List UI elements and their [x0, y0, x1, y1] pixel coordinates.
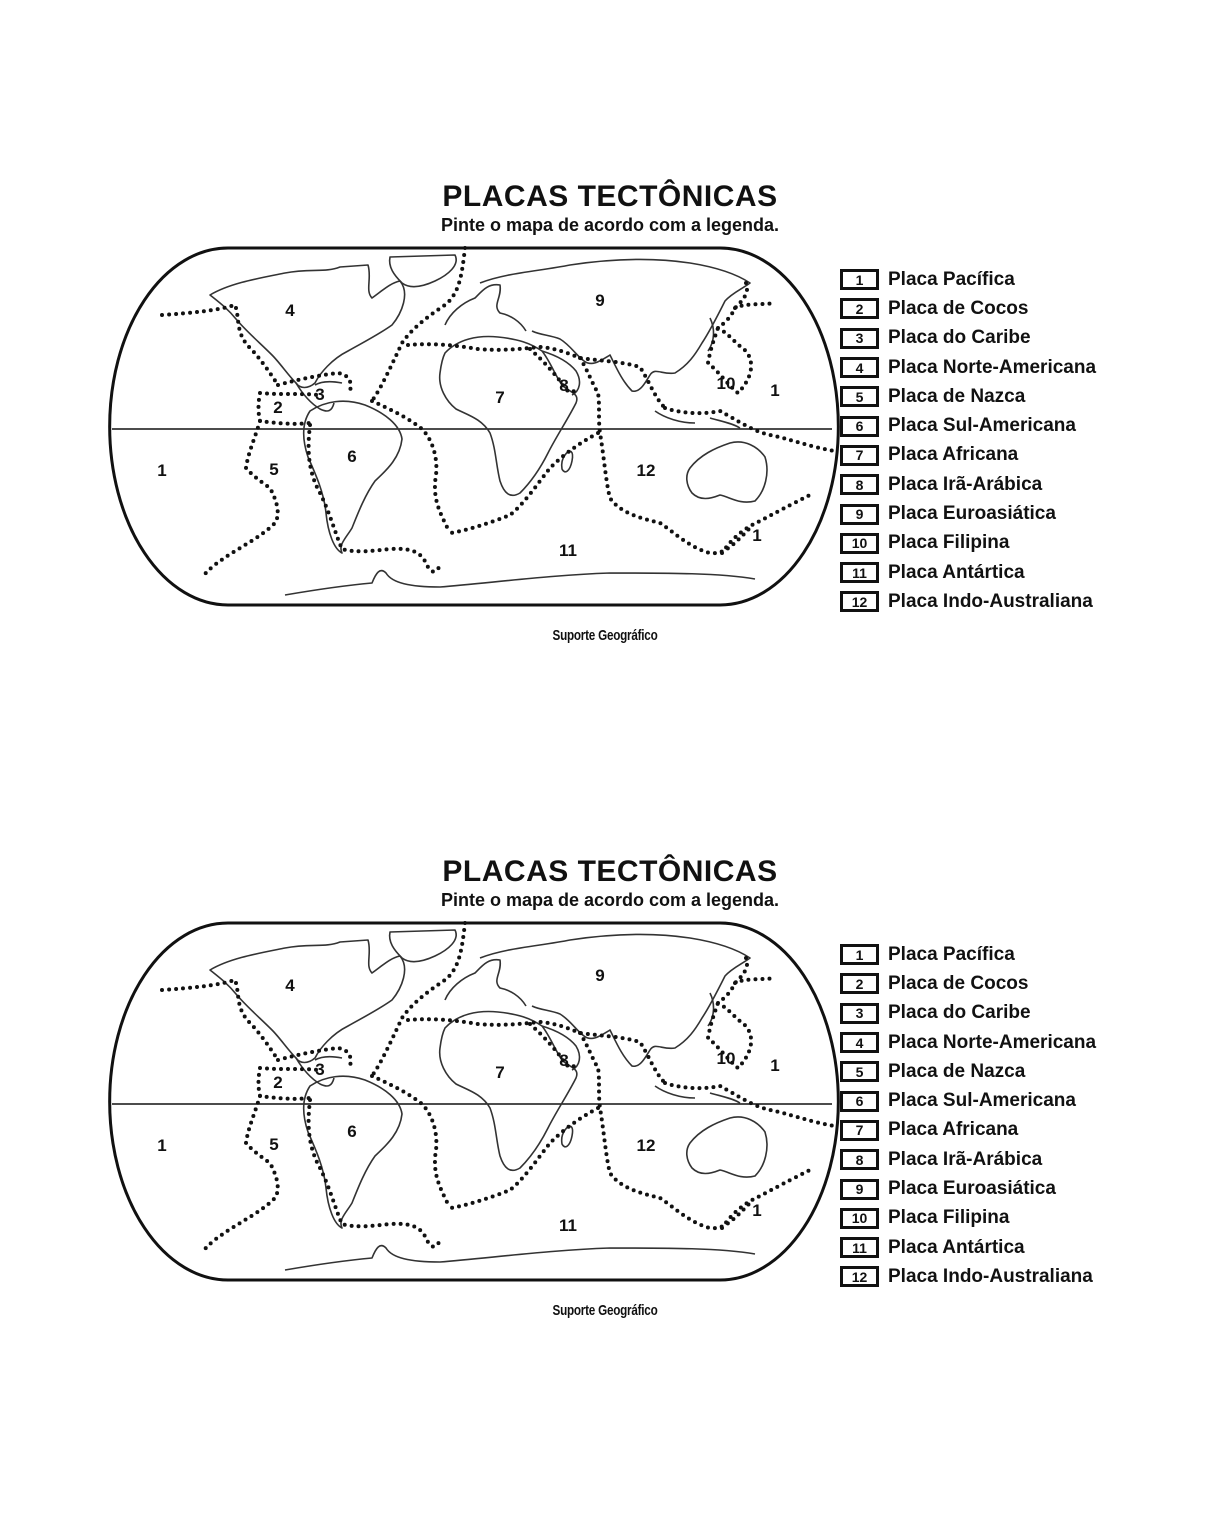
legend-label: Placa Irã-Arábica [888, 1148, 1043, 1170]
japan-outline [708, 993, 714, 1026]
legend-number-box: 3 [840, 1003, 879, 1024]
asia-outline [480, 259, 750, 391]
plate-number-label: 1 [752, 1201, 762, 1220]
legend-label: Placa de Cocos [888, 297, 1029, 319]
plate-number-label: 11 [559, 541, 577, 560]
legend-number-box: 8 [840, 1149, 879, 1170]
legend-label: Placa de Cocos [888, 972, 1029, 994]
legend-label: Placa Pacífica [888, 268, 1015, 290]
legend-number-box: 11 [840, 1237, 879, 1258]
legend-label: Placa do Caribe [888, 1002, 1031, 1024]
plate-number-label: 6 [347, 447, 357, 466]
plate-number-labels [157, 291, 779, 560]
legend-number-box: 2 [840, 973, 879, 994]
legend-label: Placa Antártica [888, 561, 1025, 583]
legend-label: Placa Pacífica [888, 943, 1015, 965]
plate-number-label: 6 [347, 1122, 357, 1141]
plate-number-label: 1 [752, 526, 762, 545]
plate-number-label: 12 [636, 461, 656, 480]
legend-item [840, 999, 1096, 1028]
africa-outline [440, 1012, 577, 1171]
legend-number-box: 1 [840, 944, 879, 965]
legend-number-box: 9 [840, 1179, 879, 1200]
asia-outline [480, 934, 750, 1066]
legend [840, 940, 1096, 1292]
legend-number-box: 5 [840, 386, 879, 407]
plate-boundary [450, 433, 598, 533]
legend-number-box: 10 [840, 533, 879, 554]
legend-item [840, 470, 1096, 499]
legend-item [840, 1116, 1096, 1145]
plate-number-label: 9 [595, 966, 605, 985]
legend-label: Placa de Nazca [888, 385, 1026, 407]
legend-item [840, 1145, 1096, 1174]
plate-boundary [309, 425, 440, 572]
legend-item [840, 940, 1096, 969]
legend-number-box: 5 [840, 1061, 879, 1082]
page-subtitle: Pinte o mapa de acordo com a legenda. [440, 215, 780, 235]
legend-item [840, 499, 1096, 528]
legend-label: Placa Indo-Australiana [888, 590, 1093, 612]
plate-number-label: 11 [559, 1216, 577, 1235]
legend-item [840, 1174, 1096, 1203]
plate-boundary [372, 1076, 450, 1208]
plate-boundary [450, 1108, 598, 1208]
plate-number-label: 4 [285, 301, 295, 320]
plate-number-label: 10 [716, 1049, 736, 1068]
legend-item [840, 1204, 1096, 1233]
plate-number-label: 1 [770, 381, 780, 400]
plate-boundary [718, 958, 775, 1003]
legend [840, 265, 1096, 617]
legend-item [840, 382, 1096, 411]
plate-boundary [718, 283, 775, 328]
credit-text: Suporte Geográfico [552, 1302, 658, 1319]
page-subtitle: Pinte o mapa de acordo com a legenda. [440, 890, 780, 910]
north-america-outline [210, 940, 405, 1063]
plate-number-label: 7 [495, 388, 505, 407]
south-america-outline [304, 1076, 402, 1228]
plate-number-label: 1 [770, 1056, 780, 1075]
legend-label: Placa Antártica [888, 1236, 1025, 1258]
tectonic-plates-map [110, 918, 835, 1288]
plate-boundary [259, 1068, 319, 1099]
plate-number-label: 7 [495, 1063, 505, 1082]
plate-number-label: 9 [595, 291, 605, 310]
legend-item [840, 1233, 1096, 1262]
legend-item [840, 411, 1096, 440]
legend-number-box: 6 [840, 1091, 879, 1112]
legend-item [840, 529, 1096, 558]
plate-number-label: 5 [269, 460, 279, 479]
plate-number-label: 8 [559, 1051, 569, 1070]
plate-number-label: 3 [315, 385, 325, 404]
australia-outline [687, 1117, 767, 1177]
plate-boundary [372, 401, 450, 533]
legend-item [840, 969, 1096, 998]
legend-number-box: 6 [840, 416, 879, 437]
plate-number-label: 1 [157, 1136, 167, 1155]
legend-item [840, 441, 1096, 470]
legend-label: Placa de Nazca [888, 1060, 1026, 1082]
legend-item [840, 265, 1096, 294]
legend-label: Placa Africana [888, 444, 1019, 466]
legend-label: Placa Irã-Arábica [888, 473, 1043, 495]
antarctica-outline [285, 1246, 755, 1270]
credit-text: Suporte Geográfico [552, 627, 658, 644]
plate-boundary [259, 393, 319, 424]
legend-label: Placa Euroasiática [888, 503, 1056, 525]
legend-number-box: 12 [840, 1266, 879, 1287]
plate-number-label: 8 [559, 376, 569, 395]
legend-number-box: 11 [840, 562, 879, 583]
japan-outline [708, 318, 714, 351]
europe-outline [445, 960, 526, 1006]
legend-item [840, 1086, 1096, 1115]
legend-label: Placa Filipina [888, 532, 1010, 554]
plate-number-label: 12 [636, 1136, 656, 1155]
legend-label: Placa Norte-Americana [888, 356, 1097, 378]
legend-number-box: 4 [840, 357, 879, 378]
plate-number-label: 4 [285, 976, 295, 995]
plate-boundary [202, 421, 278, 577]
legend-number-box: 9 [840, 504, 879, 525]
legend-label: Placa Norte-Americana [888, 1031, 1097, 1053]
plate-number-label: 3 [315, 1060, 325, 1079]
tectonic-plates-map [110, 243, 835, 613]
plate-number-label: 2 [273, 398, 283, 417]
legend-item [840, 353, 1096, 382]
legend-number-box: 7 [840, 1120, 879, 1141]
legend-number-box: 4 [840, 1032, 879, 1053]
legend-number-box: 3 [840, 328, 879, 349]
legend-number-box: 12 [840, 591, 879, 612]
legend-label: Placa Indo-Australiana [888, 1265, 1093, 1287]
australia-outline [687, 442, 767, 502]
legend-label: Placa do Caribe [888, 327, 1031, 349]
worksheet [0, 175, 1232, 855]
africa-outline [440, 337, 577, 496]
page-title: PLACAS TECTÔNICAS [442, 180, 778, 213]
legend-number-box: 2 [840, 298, 879, 319]
legend-number-box: 1 [840, 269, 879, 290]
legend-number-box: 8 [840, 474, 879, 495]
legend-number-box: 7 [840, 445, 879, 466]
plate-number-labels [157, 966, 779, 1235]
europe-outline [445, 285, 526, 331]
plate-boundary [309, 1100, 440, 1247]
antarctica-outline [285, 571, 755, 595]
plate-boundary [202, 1096, 278, 1252]
plate-number-label: 10 [716, 374, 736, 393]
south-america-outline [304, 401, 402, 553]
legend-item [840, 587, 1096, 616]
legend-label: Placa Africana [888, 1119, 1019, 1141]
page-title: PLACAS TECTÔNICAS [442, 855, 778, 888]
legend-label: Placa Sul-Americana [888, 415, 1076, 437]
legend-item [840, 1028, 1096, 1057]
legend-item [840, 1262, 1096, 1291]
legend-label: Placa Sul-Americana [888, 1090, 1076, 1112]
plate-number-label: 5 [269, 1135, 279, 1154]
worksheet [0, 850, 1232, 1530]
legend-item [840, 1057, 1096, 1086]
north-america-outline [210, 265, 405, 388]
legend-item [840, 294, 1096, 323]
plate-number-label: 1 [157, 461, 167, 480]
legend-number-box: 10 [840, 1208, 879, 1229]
plate-number-label: 2 [273, 1073, 283, 1092]
legend-item [840, 324, 1096, 353]
legend-item [840, 558, 1096, 587]
legend-label: Placa Filipina [888, 1207, 1010, 1229]
legend-label: Placa Euroasiática [888, 1178, 1056, 1200]
